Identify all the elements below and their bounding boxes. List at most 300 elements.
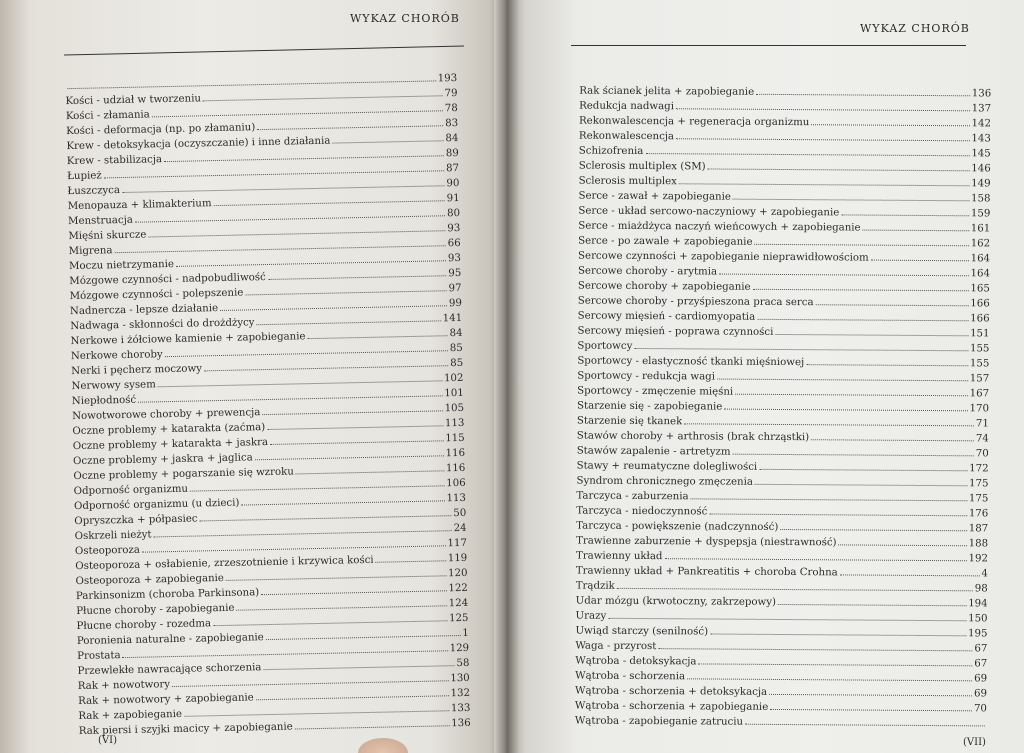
dot-leader <box>172 680 448 687</box>
entry-title: Nerwowy sysem <box>71 379 156 393</box>
entry-page-number: 115 <box>445 432 465 445</box>
entry-title: Nerkowe choroby <box>70 349 163 363</box>
entry-title: Trawienny układ + Pankreatitis + choroba Crohna <box>575 565 838 579</box>
index-entry <box>576 475 988 492</box>
entry-title: Trawienny układ <box>575 550 663 563</box>
entry-page-number: 70 <box>975 448 989 460</box>
dot-leader <box>200 515 452 521</box>
index-entry <box>579 85 991 102</box>
entry-page-number: 93 <box>447 222 461 235</box>
entry-page-number: 155 <box>969 358 990 370</box>
dot-leader <box>255 455 444 460</box>
dot-leader <box>190 485 444 491</box>
entry-title: Sercowe choroby - arytmia <box>577 265 718 278</box>
entry-page-number: 101 <box>444 387 464 400</box>
entry-page-number: 84 <box>449 327 463 340</box>
entry-title: Migrena <box>68 245 113 258</box>
dot-leader <box>332 140 443 143</box>
dot-leader <box>165 350 448 357</box>
entry-title: Sercowe choroby - przyśpieszona praca serca <box>577 295 814 309</box>
entry-title: Rak ścianek jelita + zapobieganie <box>579 85 755 98</box>
dot-leader <box>164 155 444 162</box>
dot-leader <box>733 454 974 457</box>
index-entry <box>576 535 988 552</box>
dot-leader <box>759 469 967 471</box>
entry-page-number: 87 <box>445 162 460 175</box>
dot-leader <box>266 635 461 640</box>
dot-leader <box>717 379 968 382</box>
dot-leader <box>676 108 970 111</box>
thumb <box>358 738 408 753</box>
entry-page-number: 66 <box>447 237 461 250</box>
entry-title: Schizofrenia <box>578 145 644 158</box>
entry-page-number: 188 <box>968 538 989 550</box>
dot-leader <box>780 529 966 531</box>
entry-title: Starzenie się - zapobieganie <box>576 400 723 413</box>
entry-title: Rekonwalescencja <box>578 130 675 143</box>
entry-title: Nadnercza - lepsze działanie <box>69 303 219 318</box>
entry-page-number: 1 <box>462 627 469 639</box>
dot-leader <box>634 348 968 351</box>
entry-page-number: 70 <box>973 703 987 715</box>
dot-leader <box>608 618 966 621</box>
index-entry <box>575 625 987 642</box>
dot-leader <box>376 560 446 562</box>
index-entry <box>577 445 989 462</box>
entry-page-number: 195 <box>967 628 988 640</box>
index-entry <box>577 340 989 357</box>
entry-title: Sportowcy - zmęczenie mięśni <box>577 385 734 398</box>
dot-leader <box>756 94 970 96</box>
entry-title: Łupież <box>67 170 102 183</box>
index-entry <box>576 550 988 567</box>
index-entry <box>576 520 988 537</box>
entry-title: Menopauza + klimakterium <box>67 198 212 213</box>
index-entry <box>578 250 990 267</box>
entry-title: Rak + zapobieganie <box>78 708 183 723</box>
entry-page-number: 4 <box>981 568 988 580</box>
entry-title: Mięśni skurcze <box>68 229 147 243</box>
entry-page-number: 133 <box>450 702 471 715</box>
index-entry <box>577 460 989 477</box>
entry-page-number: 158 <box>970 193 991 205</box>
entry-title: Parkinsonizm (choroba Parkinsona) <box>75 587 260 603</box>
dot-leader <box>658 648 972 651</box>
entry-page-number: 58 <box>456 657 470 670</box>
entry-title: Sportowcy <box>577 340 633 352</box>
right-page <box>505 0 1024 753</box>
dot-leader <box>213 620 447 626</box>
index-entry <box>578 265 990 282</box>
entry-page-number: 136 <box>971 88 992 100</box>
dot-leader <box>142 545 446 552</box>
entry-page-number: 97 <box>448 282 462 295</box>
entry-title: Rekonwalescencja + regeneracja organizmu <box>578 115 810 129</box>
entry-title: Serce - układ sercowo-naczyniowy + zapobieganie <box>578 205 840 219</box>
dot-leader <box>708 168 970 171</box>
index-entry <box>577 355 989 372</box>
right-running-header: WYKAZ CHORÓB <box>860 22 970 35</box>
dot-leader <box>203 95 443 101</box>
dot-leader <box>691 498 967 501</box>
entry-title: Oskrzeli nieżyt <box>74 529 152 543</box>
left-running-header: WYKAZ CHORÓB <box>350 12 460 25</box>
dot-leader <box>138 395 442 402</box>
entry-page-number: 24 <box>453 522 467 535</box>
dot-leader <box>755 484 967 486</box>
entry-title: Sportowcy - elastyczność tkanki mięśniowej <box>577 355 805 369</box>
entry-title: Tarczyca - powiększenie (nadczynność) <box>576 520 779 533</box>
index-entry <box>577 430 989 447</box>
entry-title: Nerkowe i żółciowe kamienie + zapobieganie <box>70 331 306 348</box>
dot-leader <box>135 215 445 222</box>
index-entry <box>578 325 990 342</box>
index-entry <box>576 565 988 582</box>
dot-leader <box>158 380 442 387</box>
entry-page-number: 91 <box>446 192 460 205</box>
entry-page-number: 69 <box>974 688 988 700</box>
dot-leader <box>841 214 969 216</box>
entry-page-number: 142 <box>971 118 992 130</box>
entry-page-number: 119 <box>447 552 468 565</box>
entry-title: Łuszczyca <box>67 185 121 198</box>
entry-page-number: 136 <box>451 717 471 730</box>
dot-leader <box>220 305 447 311</box>
entry-title: Uwiąd starczy (senilność) <box>575 625 709 638</box>
dot-leader <box>148 230 445 237</box>
dot-leader <box>262 410 442 415</box>
entry-page-number: 74 <box>975 433 989 445</box>
left-header-rule <box>64 45 464 55</box>
entry-page-number: 170 <box>969 403 990 415</box>
entry-title: Urazy <box>575 610 607 622</box>
entry-title: Kości - udział w tworzeniu <box>65 93 202 108</box>
right-index-list <box>575 85 992 738</box>
entry-title: Płucne choroby - rozedma <box>76 618 212 633</box>
entry-title: Udar mózgu (krwotoczny, zakrzepowy) <box>575 595 777 608</box>
dot-leader <box>811 124 969 126</box>
index-entry <box>579 100 991 117</box>
entry-page-number: 106 <box>446 477 466 490</box>
entry-page-number: 175 <box>969 478 989 490</box>
dot-leader <box>204 365 448 371</box>
entry-title: Nadwaga - skłonności do drożdżycy <box>70 317 255 333</box>
dot-leader <box>114 245 445 253</box>
entry-title: Sercowy mięsień - cardiomyopatia <box>577 310 756 323</box>
index-entry <box>576 610 988 627</box>
dot-leader <box>307 335 447 339</box>
index-entry <box>577 400 989 417</box>
entry-title: Tarczyca - zaburzenia <box>576 490 689 503</box>
entry-title: Krew - stabilizacja <box>66 154 163 168</box>
entry-page-number: 164 <box>970 268 991 280</box>
entry-page-number: 172 <box>969 463 989 475</box>
entry-page-number: 89 <box>445 147 459 160</box>
dot-leader <box>710 633 966 636</box>
entry-page-number: 80 <box>446 207 461 220</box>
index-entry <box>575 655 987 672</box>
dot-leader <box>256 695 449 700</box>
dot-leader <box>806 364 968 366</box>
entry-title: Sercowy mięsień - poprawa czynności <box>577 325 774 338</box>
dot-leader <box>863 230 969 232</box>
index-entry <box>576 580 988 597</box>
dot-leader <box>226 575 446 581</box>
entry-page-number: 146 <box>971 163 991 175</box>
entry-page-number: 117 <box>447 537 468 550</box>
dot-leader <box>839 544 967 546</box>
index-entry <box>578 220 990 237</box>
dot-leader <box>176 260 446 267</box>
dot-leader <box>214 200 445 206</box>
dot-leader <box>268 275 447 280</box>
entry-page-number: 93 <box>447 252 462 265</box>
entry-page-number: 113 <box>446 492 467 505</box>
index-entry <box>579 145 991 162</box>
dot-leader <box>241 500 444 505</box>
entry-page-number: 71 <box>975 418 989 430</box>
index-entry <box>577 370 989 387</box>
index-entry <box>577 415 989 432</box>
entry-title: Osteoporoza <box>74 544 141 558</box>
dot-leader <box>267 425 443 430</box>
entry-page-number: 155 <box>969 343 990 355</box>
entry-title: Kości - deformacja (np. po złamaniu) <box>66 122 256 138</box>
entry-title: Wątroba - schorzenia <box>575 670 686 683</box>
entry-title: Moczu nietrzymanie <box>68 258 175 273</box>
entry-title: Stawy + reumatyczne dolegliwości <box>576 460 758 473</box>
entry-page-number: 132 <box>450 687 471 700</box>
entry-page-number: 137 <box>971 103 992 115</box>
index-entry <box>578 310 990 327</box>
entry-page-number: 105 <box>444 402 465 415</box>
index-entry <box>575 670 987 687</box>
dot-leader <box>733 199 969 202</box>
entry-title: Oczne problemy + katarakta + jaskra <box>72 437 269 453</box>
entry-page-number: 98 <box>974 583 988 595</box>
dot-leader <box>296 470 444 474</box>
dot-leader <box>104 170 444 178</box>
entry-title: Stawów zapalenie - artretyzm <box>576 445 731 458</box>
dot-leader <box>699 663 973 666</box>
entry-page-number: 113 <box>444 417 465 430</box>
entry-page-number: 95 <box>448 267 462 280</box>
dot-leader <box>769 694 972 696</box>
entry-page-number: 50 <box>453 507 467 520</box>
entry-title: Sclerosis multiplex (SM) <box>578 160 706 173</box>
index-entry <box>579 115 991 132</box>
entry-page-number: 116 <box>445 447 466 460</box>
entry-title: Tarczyca - niedoczynność <box>576 505 708 518</box>
entry-title: Serce - zawał + zapobieganie <box>578 190 731 203</box>
entry-title: Niepłodność <box>71 394 137 408</box>
entry-page-number: 125 <box>448 612 469 625</box>
entry-title: Wątroba - schorzenia + zapobieganie <box>574 700 769 713</box>
entry-title: Serce - miażdżyca naczyń wieńcowych + zapobieganie <box>578 220 861 234</box>
entry-page-number: 176 <box>968 508 989 520</box>
right-page-number: (VII) <box>963 737 986 748</box>
entry-page-number: 69 <box>974 673 988 685</box>
entry-title: Poronienia naturalne - zapobieganie <box>76 632 264 648</box>
entry-title: Osteoporoza + zapobieganie <box>75 572 225 588</box>
entry-page-number: 84 <box>445 132 459 145</box>
left-page-number: (VI) <box>98 735 117 746</box>
entry-page-number: 99 <box>448 297 463 310</box>
entry-page-number: 175 <box>968 493 989 505</box>
dot-leader <box>263 665 454 670</box>
entry-page-number: 151 <box>970 328 990 340</box>
index-entry <box>579 130 991 147</box>
entry-title: Trądzik <box>575 580 615 592</box>
index-entry <box>576 595 988 612</box>
entry-page-number: 159 <box>970 208 991 220</box>
dot-leader <box>816 304 969 306</box>
dot-leader <box>645 153 969 156</box>
dot-leader <box>735 394 967 397</box>
entry-page-number: 78 <box>444 102 458 115</box>
index-entry <box>576 490 988 507</box>
dot-leader <box>295 725 450 729</box>
entry-title: Wątroba - schorzenia + detoksykacja <box>575 685 768 698</box>
index-entry <box>575 685 987 702</box>
right-header-rule <box>571 45 966 46</box>
index-entry <box>578 280 990 297</box>
entry-title: Trawienne zaburzenie + dyspepsja (niestrawność) <box>576 535 837 549</box>
dot-leader <box>709 513 967 516</box>
dot-leader <box>261 590 446 595</box>
entry-title: Rak + nowotwory <box>77 679 171 693</box>
index-entry <box>578 190 990 207</box>
entry-page-number: 141 <box>442 312 463 325</box>
entry-title: Krew - detoksykacja (oczyszczanie) i inne działania <box>66 135 331 153</box>
entry-page-number: 85 <box>449 342 463 355</box>
entry-title: Oczne problemy + pogarszanie się wzroku <box>73 466 294 483</box>
dot-leader <box>745 724 985 727</box>
entry-title: Odporność organizmu (u dzieci) <box>73 497 240 513</box>
dot-leader <box>871 260 969 262</box>
dot-leader <box>754 244 968 246</box>
entry-page-number: 162 <box>970 238 991 250</box>
entry-page-number: 143 <box>971 133 991 145</box>
entry-page-number: 167 <box>969 388 990 400</box>
dot-leader <box>257 125 443 130</box>
entry-page-number: 193 <box>437 72 458 85</box>
entry-title: Syndrom chronicznego zmęczenia <box>576 475 753 488</box>
dot-leader <box>152 110 443 117</box>
entry-page-number: 194 <box>968 598 988 610</box>
dot-leader <box>757 319 968 321</box>
dot-leader <box>123 650 448 658</box>
left-page <box>0 0 505 753</box>
entry-title: Serce - po zawale + zapobieganie <box>578 235 753 248</box>
entry-page-number: 124 <box>448 597 469 610</box>
left-index-list <box>65 72 471 740</box>
entry-title: Prostata <box>77 650 121 663</box>
entry-title: Mózgowe czynności - polepszenie <box>69 287 244 303</box>
entry-title: Rak piersi i szyjki macicy + zapobieganie <box>78 721 293 738</box>
entry-title: Oczne problemy + jaskra + jaglica <box>73 452 253 468</box>
entry-page-number: 187 <box>968 523 989 535</box>
dot-leader <box>664 558 966 561</box>
entry-page-number: 83 <box>445 117 459 130</box>
entry-page-number: 150 <box>968 613 988 625</box>
index-entry <box>578 235 990 252</box>
book-gutter <box>494 0 518 753</box>
index-entry <box>575 715 987 732</box>
entry-title: Sercowe choroby + zapobieganie <box>577 280 751 293</box>
dot-leader <box>775 334 968 336</box>
entry-page-number: 161 <box>970 223 991 235</box>
entry-page-number: 130 <box>450 672 470 685</box>
entry-page-number: 149 <box>971 178 991 190</box>
dot-leader <box>687 678 972 681</box>
entry-page-number: 166 <box>970 298 990 310</box>
entry-title: Redukcja nadwagi <box>579 100 675 113</box>
index-entry <box>579 160 991 177</box>
dot-leader <box>811 439 974 441</box>
dot-leader <box>245 290 446 295</box>
entry-page-number: 157 <box>969 373 990 385</box>
index-entry <box>579 175 991 192</box>
entry-page-number: 116 <box>445 462 466 475</box>
entry-page-number: 67 <box>974 643 988 655</box>
entry-page-number: 145 <box>971 148 991 160</box>
entry-title: Wątroba - detoksykacja <box>575 655 697 668</box>
dot-leader <box>684 423 974 426</box>
entry-page-number: 90 <box>446 177 460 190</box>
entry-title: Sercowe czynności + zapobieganie nieprawidłowościom <box>578 250 869 264</box>
index-entry <box>578 205 990 222</box>
dot-leader <box>753 289 969 292</box>
entry-page-number: 165 <box>970 283 990 295</box>
entry-title: Kości - złamania <box>65 109 150 123</box>
entry-page-number: 122 <box>448 582 468 595</box>
dot-leader <box>236 605 446 610</box>
entry-title: Opryszczka + półpasiec <box>74 513 198 528</box>
index-entry <box>576 505 988 522</box>
entry-title: Stawów choroby + arthrosis (brak chrząstki) <box>576 430 810 444</box>
entry-title: Sclerosis multiplex <box>578 175 677 188</box>
entry-page-number: 120 <box>447 567 468 580</box>
entry-page-number: 102 <box>443 372 464 385</box>
entry-title: Przewlekłe nawracające schorzenia <box>77 662 262 678</box>
entry-title: Wątroba - zapobieganie zatruciu <box>574 715 744 728</box>
dot-leader <box>778 604 966 606</box>
index-entry <box>577 385 989 402</box>
dot-leader <box>719 274 968 277</box>
dot-leader <box>724 409 967 412</box>
dot-leader <box>617 588 973 591</box>
dot-leader <box>154 530 452 537</box>
dot-leader <box>257 320 441 325</box>
entry-page-number: 129 <box>449 642 470 655</box>
entry-title: Odporność organizmu <box>73 483 189 498</box>
index-entry <box>575 700 987 717</box>
entry-page-number: 164 <box>970 253 991 265</box>
entry-page-number: 79 <box>444 87 458 100</box>
entry-title: Nerki i pęcherz moczowy <box>71 363 203 378</box>
entry-page-number: 192 <box>968 553 989 565</box>
dot-leader <box>770 709 972 711</box>
entry-page-number: 166 <box>970 313 990 325</box>
index-entry <box>575 640 987 657</box>
dot-leader <box>270 440 443 445</box>
entry-title: Menstruacja <box>67 214 133 228</box>
dot-leader <box>676 138 969 141</box>
entry-page-number: 85 <box>450 357 464 370</box>
entry-page-number: 67 <box>974 658 988 670</box>
entry-title: Waga - przyrost <box>575 640 657 653</box>
